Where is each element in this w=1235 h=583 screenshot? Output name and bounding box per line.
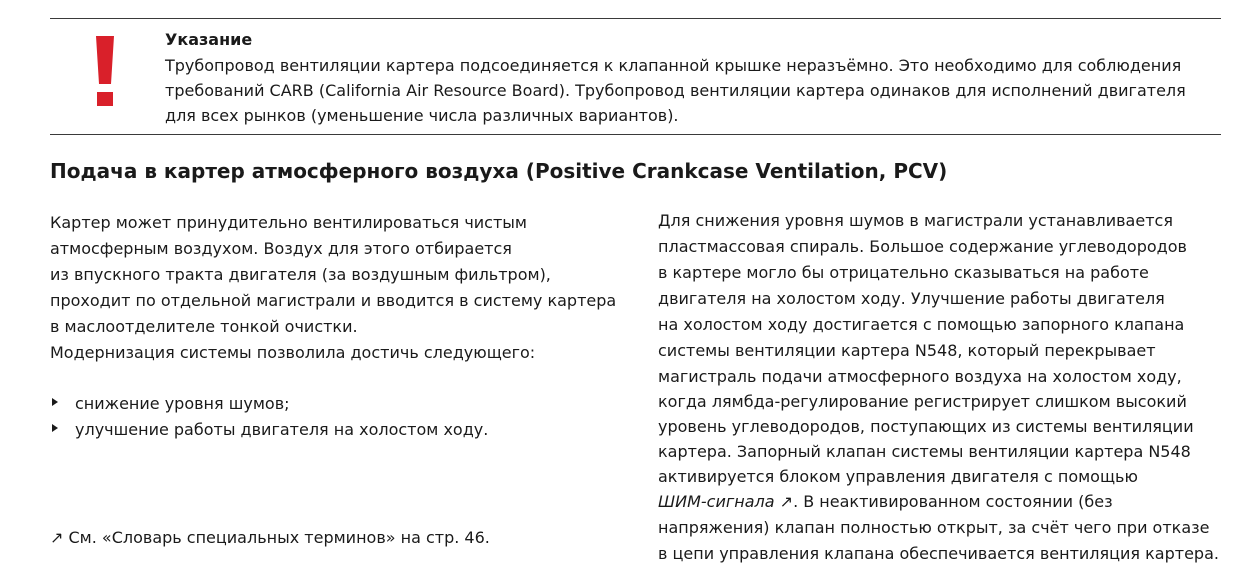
right-paragraph-line: системы вентиляции картера N548, который перекрывает [658,341,1156,360]
right-paragraph-line: Для снижения уровня шумов в магистрали устанавливается [658,211,1173,230]
section-heading-main: Подача в картер атмосферного воздуха [50,159,526,183]
right-paragraph-line [658,492,1113,512]
note-bottom-rule [50,134,1221,135]
right-paragraph-line: активируется блоком управления двигателя с помощью [658,467,1138,486]
right-paragraph-line: магистраль подачи атмосферного воздуха на холостом ходу, [658,367,1182,386]
left-paragraph-line: в маслоотделителе тонкой очистки. [50,317,358,336]
right-paragraph-line: напряжения) клапан полностью открыт, за счёт чего при отказе [658,518,1210,537]
right-paragraph-line: в картере могло бы отрицательно сказываться на работе [658,263,1149,282]
left-paragraph-line: атмосферным воздухом. Воздух для этого отбирается [50,239,512,258]
bullet-triangle-icon [52,424,58,432]
left-paragraph-line: из впускного тракта двигателя (за воздушным фильтром), [50,265,551,284]
bullet-item: снижение уровня шумов; [75,394,290,413]
pwm-term-link[interactable]: ШИМ-сигнала [658,492,775,511]
right-paragraph-line: пластмассовая спираль. Большое содержание углеводородов [658,237,1187,256]
right-paragraph-line: уровень углеводородов, поступающих из системы вентиляции [658,417,1194,436]
section-heading [50,158,947,184]
footnote-text: См. «Словарь специальных терминов» на стр. 46. [63,528,490,547]
left-paragraph-line: Картер может принудительно вентилироваться чистым [50,213,527,232]
note-text-line: Трубопровод вентиляции картера подсоединяется к клапанной крышке неразъёмно. Это необходимо для соблюдения [165,56,1182,75]
pwm-rest-text: . В неактивированном состоянии (без [793,492,1113,511]
note-text-line: для всех рынков (уменьшение числа различных вариантов). [165,106,679,125]
right-paragraph-line: в цепи управления клапана обеспечивается вентиляция картера. [658,544,1219,563]
glossary-arrow-icon: ↗ [774,492,794,511]
left-paragraph-line: Модернизация системы позволила достичь следующего: [50,343,536,362]
bullet-triangle-icon [52,398,58,406]
note-top-rule [50,18,1221,19]
right-paragraph-line: картера. Запорный клапан системы вентиляции картера N548 [658,442,1191,461]
footnote[interactable] [50,528,490,548]
note-title: Указание [165,30,253,49]
right-paragraph-line: когда лямбда-регулирование регистрирует слишком высокий [658,392,1187,411]
bullet-item: улучшение работы двигателя на холостом ходу. [75,420,489,439]
footnote-arrow-icon: ↗ [50,528,64,547]
note-text-line: требований CARB (California Air Resource Board). Трубопровод вентиляции картера одинаков для исполнений двигателя [165,81,1186,100]
exclamation-icon [82,32,128,108]
section-heading-paren: (Positive Crankcase Ventilation, PCV) [525,159,948,183]
left-paragraph-line: проходит по отдельной магистрали и вводится в систему картера [50,291,617,310]
right-paragraph-line: на холостом ходу достигается с помощью запорного клапана [658,315,1185,334]
right-paragraph-line: двигателя на холостом ходу. Улучшение работы двигателя [658,289,1165,308]
